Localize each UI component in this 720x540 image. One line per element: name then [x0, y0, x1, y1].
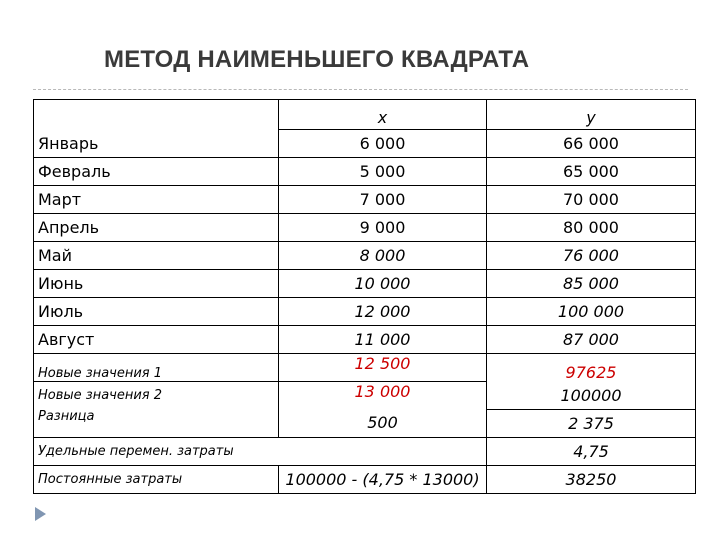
- row-y: 76 000: [487, 242, 696, 270]
- row-label: Апрель: [34, 214, 279, 242]
- difference-x: 500: [279, 409, 487, 437]
- table-row: [34, 270, 696, 298]
- new-values-1-row: [34, 354, 696, 382]
- fixed-costs-label: Постоянные затраты: [34, 465, 279, 493]
- row-x: 8 000: [279, 242, 487, 270]
- new-values-2-x: 13 000: [279, 382, 487, 410]
- row-y: 100 000: [487, 298, 696, 326]
- new-values-1-x: 12 500: [279, 354, 487, 382]
- new-values-1-label: Новые значения 1: [34, 354, 279, 382]
- header-x: x: [279, 100, 487, 130]
- row-label: Май: [34, 242, 279, 270]
- table-row: [34, 130, 696, 158]
- new-values-2-y: 100000: [487, 382, 696, 410]
- header-label-cell: [34, 100, 279, 130]
- row-y: 80 000: [487, 214, 696, 242]
- table-row: [34, 158, 696, 186]
- row-y: 85 000: [487, 270, 696, 298]
- row-x: 10 000: [279, 270, 487, 298]
- new-values-1-y: 97625: [487, 354, 696, 382]
- page-title: МЕТОД НАИМЕНЬШЕГО КВАДРАТА: [104, 46, 530, 73]
- table-row: [34, 326, 696, 354]
- row-x: 11 000: [279, 326, 487, 354]
- unit-variable-costs-value: 4,75: [487, 437, 696, 465]
- unit-variable-costs-label: Удельные перемен. затраты: [34, 437, 487, 465]
- unit-variable-costs-row: [34, 437, 696, 465]
- row-x: 6 000: [279, 130, 487, 158]
- row-x: 9 000: [279, 214, 487, 242]
- table-header-row: [34, 100, 696, 130]
- table-row: [34, 298, 696, 326]
- row-x: 12 000: [279, 298, 487, 326]
- row-label: Январь: [34, 130, 279, 158]
- row-label: Февраль: [34, 158, 279, 186]
- table-row: [34, 214, 696, 242]
- new-values-2-row: [34, 382, 696, 410]
- fixed-costs-row: [34, 465, 696, 493]
- fixed-costs-value: 38250: [487, 465, 696, 493]
- row-label: Июль: [34, 298, 279, 326]
- row-label: Март: [34, 186, 279, 214]
- header-y: y: [487, 100, 696, 130]
- triangle-right-icon: [35, 507, 46, 521]
- row-x: 5 000: [279, 158, 487, 186]
- row-label: Август: [34, 326, 279, 354]
- difference-row: [34, 409, 696, 437]
- table-row: [34, 186, 696, 214]
- row-y: 66 000: [487, 130, 696, 158]
- fixed-costs-formula: 100000 - (4,75 * 13000): [279, 465, 487, 493]
- table-row: [34, 242, 696, 270]
- title-divider: [33, 89, 688, 90]
- difference-label: Разница: [34, 409, 279, 437]
- least-squares-table: [33, 99, 696, 494]
- row-y: 65 000: [487, 158, 696, 186]
- row-y: 70 000: [487, 186, 696, 214]
- row-y: 87 000: [487, 326, 696, 354]
- new-values-2-label: Новые значения 2: [34, 382, 279, 410]
- row-label: Июнь: [34, 270, 279, 298]
- row-x: 7 000: [279, 186, 487, 214]
- difference-y: 2 375: [487, 409, 696, 437]
